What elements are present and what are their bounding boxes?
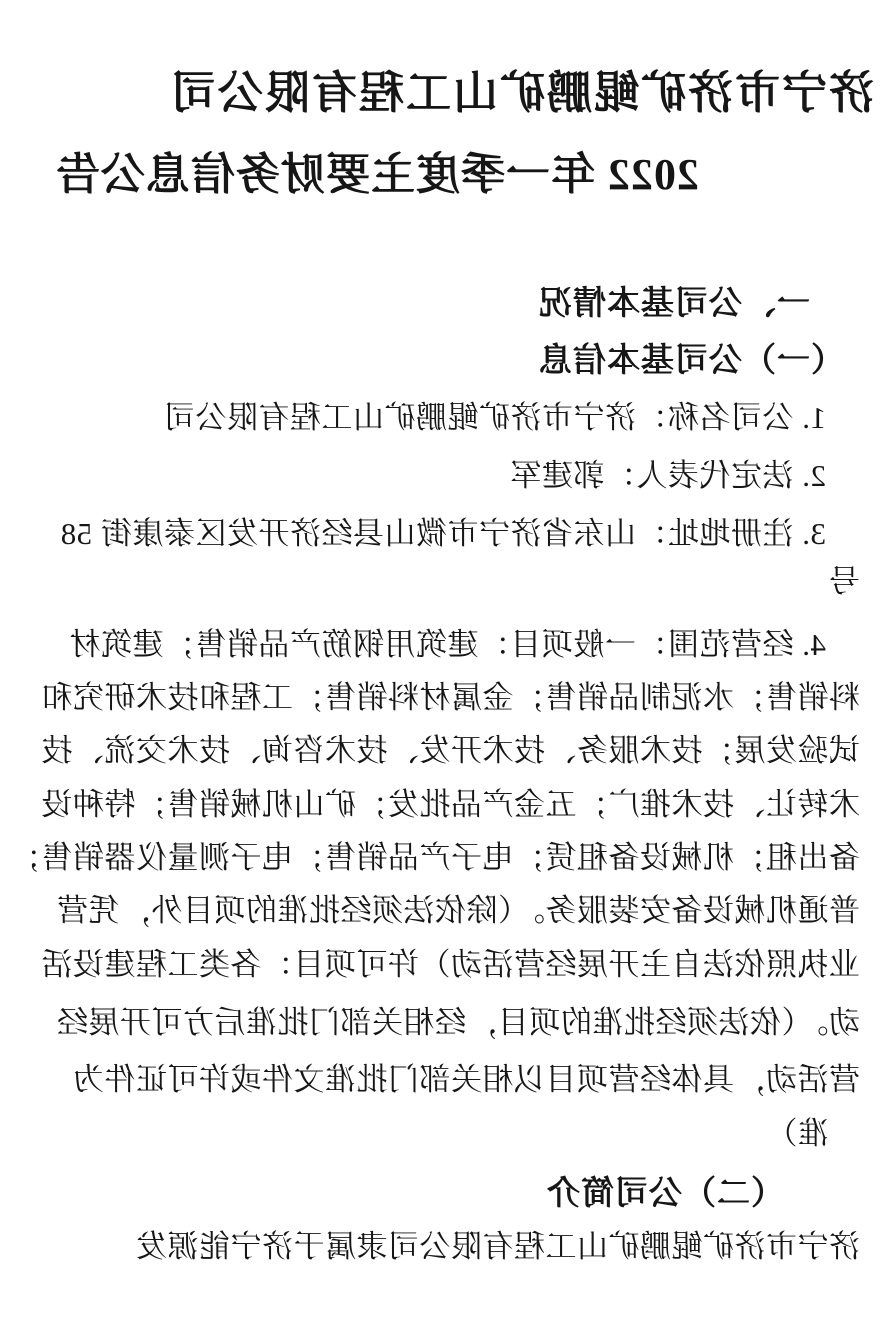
item-registered-address-line: 号 xyxy=(828,564,860,599)
subsection-heading-1: （一）公司基本信息 xyxy=(538,343,844,379)
business-scope-line: 准） xyxy=(766,1116,829,1151)
business-scope-line: 术转让、技术推广；五金产品批发；矿山机械销售；特种设 xyxy=(41,787,860,822)
business-scope-line: 业执照依法自主开展经营活动）许可项目：各类工程建设活 xyxy=(41,947,860,982)
document-title-line-1: 济宁市济矿鲲鹏矿山工程有限公司 xyxy=(168,68,874,118)
business-scope-line: 料销售；水泥制品销售；金属材料销售；工程和技术研究和 xyxy=(41,680,860,715)
item-legal-representative: 2. 法定代表人：郭建军 xyxy=(510,458,826,493)
company-intro-line: 济宁市济矿鲲鹏矿山工程有限公司隶属于济宁能源发 xyxy=(135,1229,860,1264)
item-registered-address-line: 3. 注册地址：山东省济宁市微山县经济开发区泰康街 58 xyxy=(60,516,826,551)
business-scope-line: 普通机械设备安装服务。（除依法须经批准的项目外，凭营 xyxy=(56,893,860,928)
business-scope-line: 动。（依法须经批准的项目，经相关部门批准后方可开展经 xyxy=(56,1005,860,1040)
section-heading: 一、公司基本情况 xyxy=(538,286,810,322)
document-title-line-2: 2022 年一季度主要财务信息公告 xyxy=(55,150,699,199)
business-scope-line: 试验发展；技术服务、技术开发、技术咨询、技术交流、技 xyxy=(41,733,860,768)
subsection-heading-2: （二）公司简介 xyxy=(546,1176,784,1212)
business-scope-line: 备出租；机械设备租赁；电子产品销售；电子测量仪器销售； xyxy=(9,840,860,875)
business-scope-line: 4. 经营范围：一般项目：建筑用钢筋产品销售；建筑材 xyxy=(69,627,826,662)
item-company-name: 1. 公司名称：济宁市济矿鲲鹏矿山工程有限公司 xyxy=(163,400,826,435)
business-scope-line: 营活动，具体经营项目以相关部门批准文件或许可证件为 xyxy=(72,1062,860,1097)
